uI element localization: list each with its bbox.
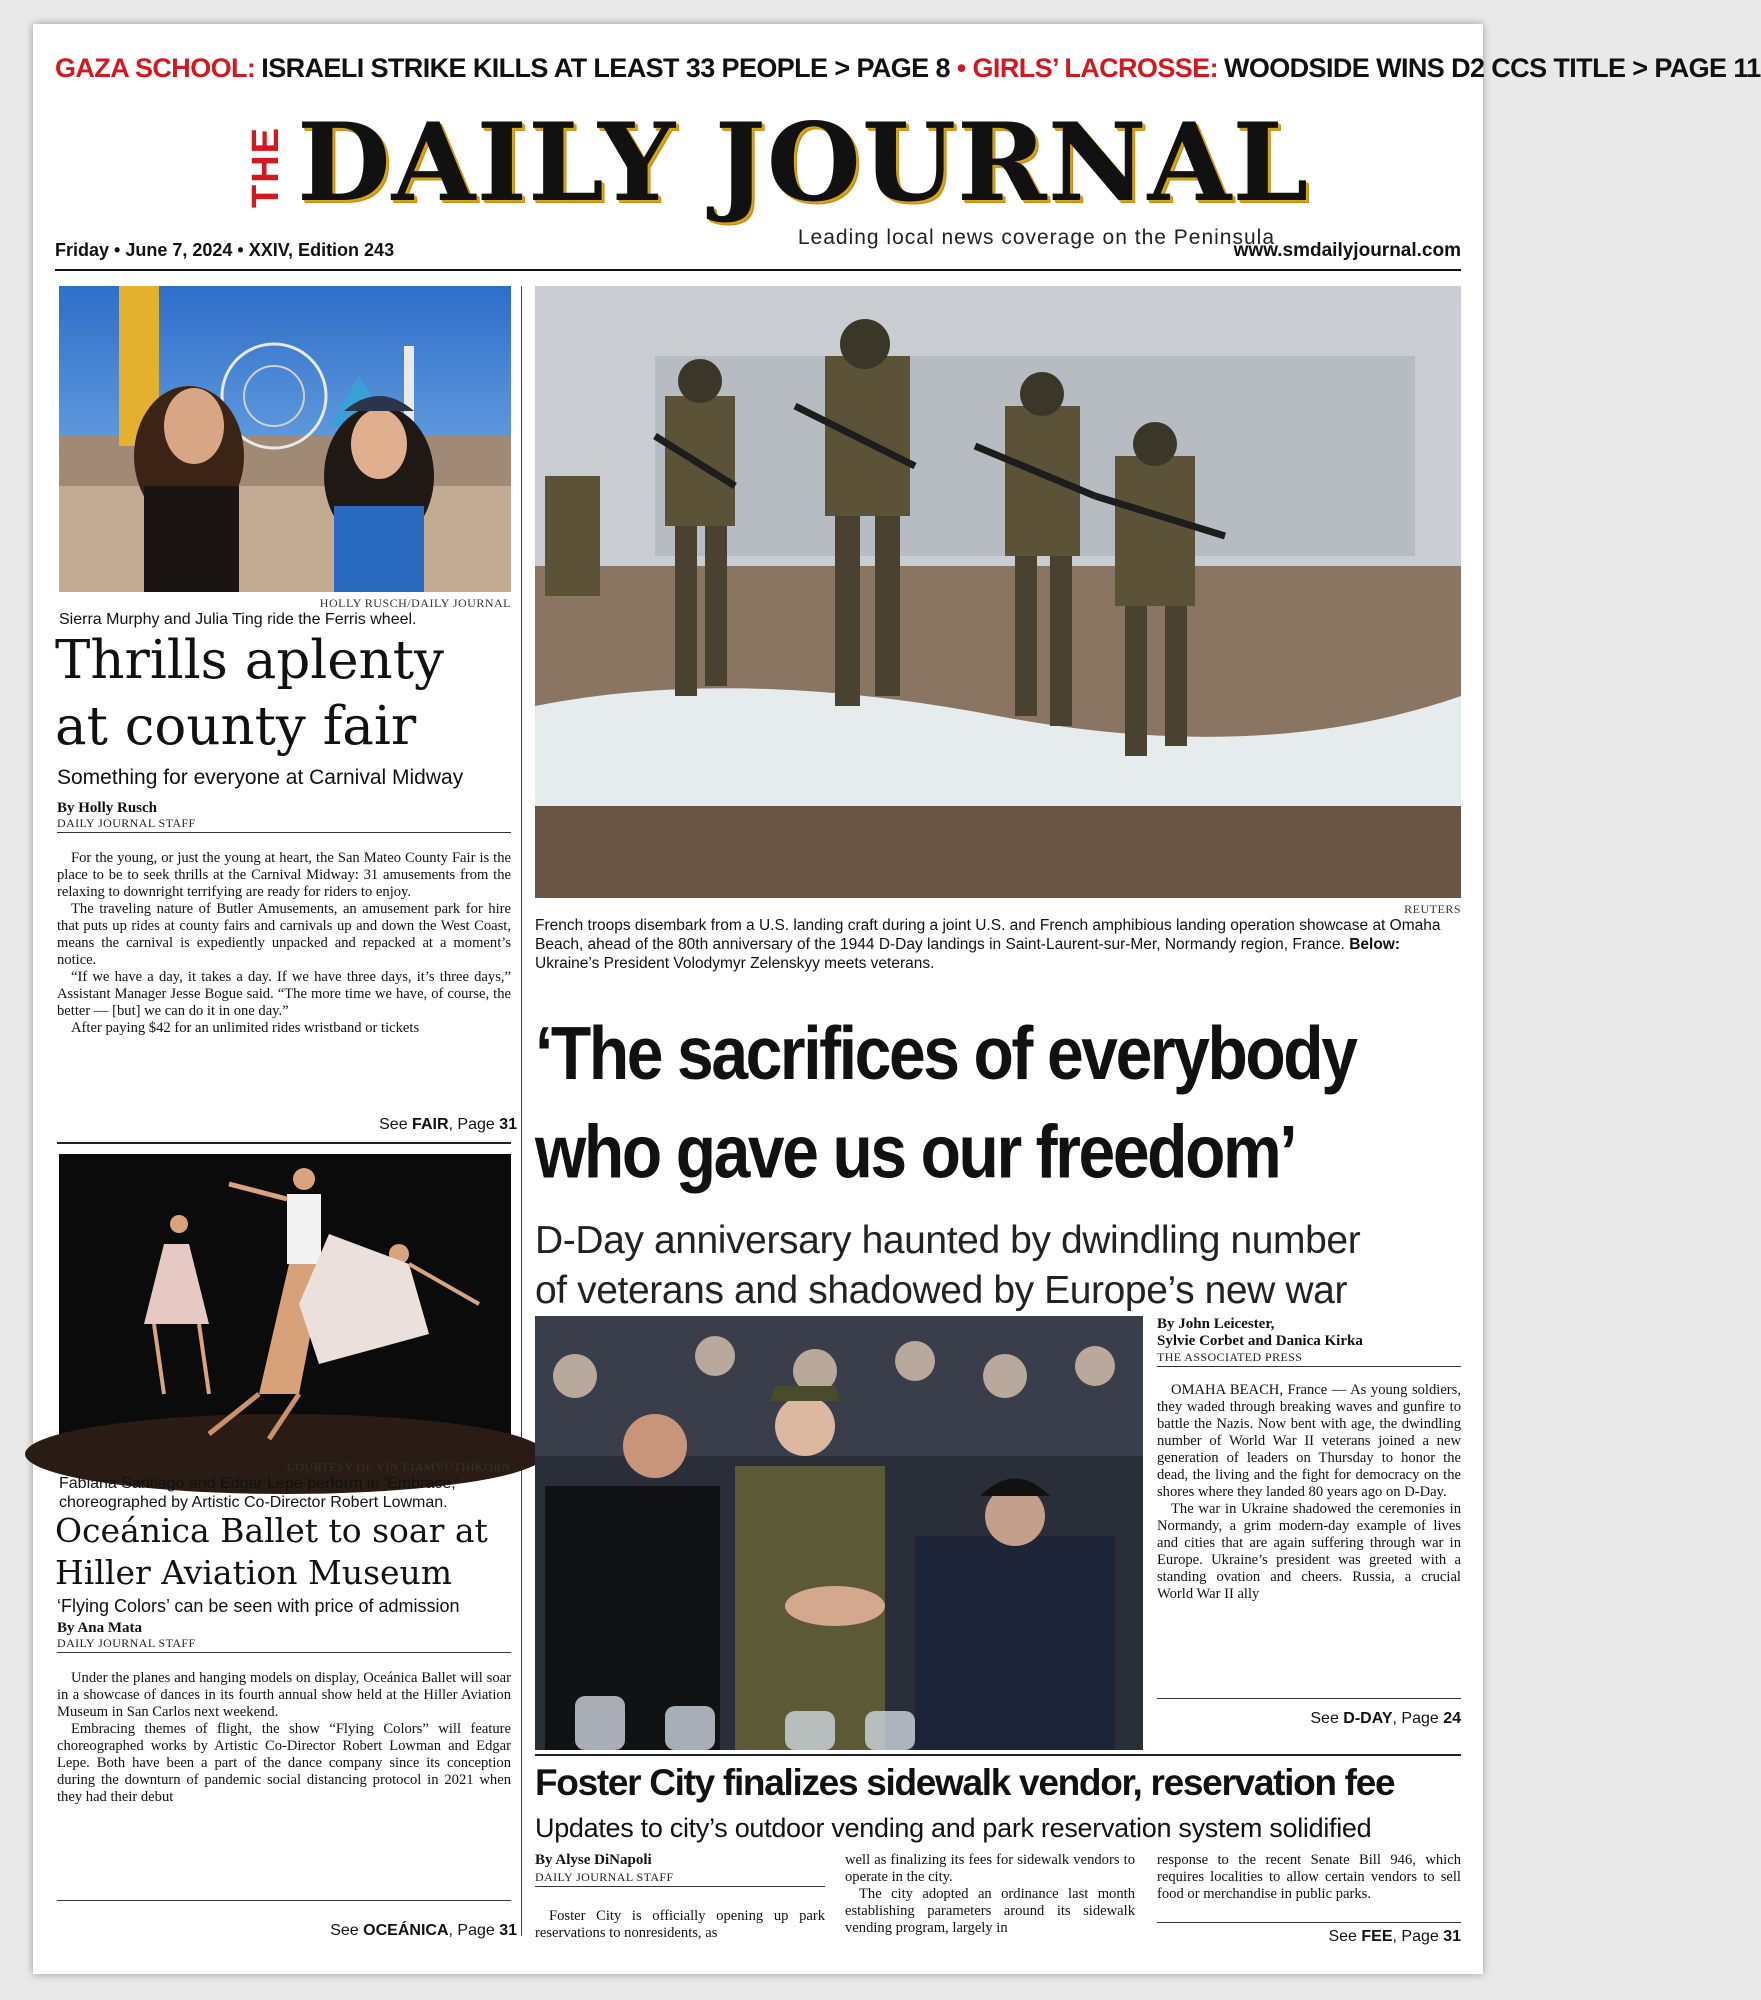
fostercity-byline-rule	[535, 1886, 825, 1887]
fair-photo-credit: HOLLY RUSCH/DAILY JOURNAL	[319, 596, 511, 610]
masthead-tagline: Leading local news coverage on the Peninsula	[797, 226, 1275, 249]
dday-headline[interactable]: ‘The sacrifices of everybody who gave us our freedom’	[535, 1010, 1356, 1194]
fair-headline[interactable]: Thrills aplenty at county fair	[55, 630, 444, 757]
fair-dek: Something for everyone at Carnival Midway	[57, 766, 464, 789]
ballet-dek: ‘Flying Colors’ can be seen with price of admission	[57, 1596, 460, 1616]
fair-jump-link[interactable]: See FAIR, Page 31	[379, 1116, 517, 1133]
ballet-article-body: Under the planes and hanging models on display, Oceánica Ballet will soar in a showcase of dances in its fourth annual show held at the Hiller Aviation Museum in San Carlos next weekend. Embracing themes of flight, the show “Flying Colors” will feature choreographed works by Artistic Co-Director Robert Lowman and Edgar Lepe. Both have been a part of the dance company since its conception during the downturn of pandemic social distancing protocol in 2021 when they had their debut	[57, 1670, 511, 1805]
fair-article-body: For the young, or just the young at heart, the San Mateo County Fair is the place to be to seek thrills at the Carnival Midway: 31 amusements from the relaxing to downright terrifying are ready for riders to enjoy. The traveling nature of Butler Amusements, an amusement park for hire that puts up rides at county fairs and carnivals up and down the West Coast, means the carnival is expediently unpacked and repacked at a moment’s notice. “If we have a day, it takes a day. If we have three days, it’s three days,” Assistant Manager Jesse Bogue said. “The more time we have, of course, the better — [but] we can do it in one day.” After paying $42 for an unlimited rides wristband or tickets	[57, 850, 511, 1036]
fostercity-dek: Updates to city’s outdoor vending and park reservation system solidified	[535, 1813, 1372, 1843]
ballet-photo-credit: COURTESY OF VIN EIAMVUTHIKORN	[286, 1460, 511, 1474]
ballet-byline: By Ana Mata	[57, 1620, 143, 1636]
dday-byline-rule	[1157, 1366, 1461, 1367]
ballet-staff-credit: DAILY JOURNAL STAFF	[57, 1636, 196, 1650]
column-divider	[521, 286, 522, 1936]
top-teaser-bar	[55, 46, 1761, 90]
fostercity-jump-link[interactable]: See FEE, Page 31	[1328, 1928, 1461, 1945]
fostercity-column-3: response to the recent Senate Bill 946, which requires localities to allow certain vendors to sell food or merchandise in public parks.	[1157, 1852, 1461, 1902]
masthead-the: THE	[245, 126, 287, 208]
ballet-photo-caption: Fabiana Santiago and Edgar Lepe perform in ‘Embrace,’ choreographed by Artistic Co-Director Robert Lowman.	[59, 1475, 459, 1511]
dday-photo-caption: French troops disembark from a U.S. landing craft during a joint U.S. and French amphibious landing operation showcase at Omaha Beach, ahead of the 80th anniversary of the 1944 D-Day landings in Saint-Laurent-sur-Mer, Normandy region, France. Below: Ukraine’s President Volodymyr Zelenskyy meets veterans.	[535, 917, 1441, 972]
dday-bottom-rule	[535, 1754, 1461, 1756]
fostercity-column-1: Foster City is officially opening up park reservations to nonresidents, as	[535, 1908, 825, 1941]
fostercity-column-2: well as finalizing its fees for sidewalk vendors to operate in the city. The city adopted an ordinance last month establishing parameters around its sidewalk vending program, largely in	[845, 1852, 1135, 1936]
masthead-logo: DAILY JOURNAL	[297, 100, 1310, 226]
teaser-gaza-label[interactable]: GAZA SCHOOL:	[55, 52, 256, 83]
dday-dek: D-Day anniversary haunted by dwindling number of veterans and shadowed by Europe’s new war	[535, 1219, 1361, 1312]
dateline: Friday • June 7, 2024 • XXIV, Edition 243	[55, 240, 395, 260]
fair-end-rule	[57, 1142, 511, 1144]
dday-byline: By John Leicester, Sylvie Corbet and Danica Kirka	[1157, 1316, 1363, 1349]
ballet-headline[interactable]: Oceánica Ballet to soar at Hiller Aviation Museum	[55, 1511, 488, 1592]
newspaper-front-page	[33, 24, 1761, 1974]
fair-photo-caption: Sierra Murphy and Julia Ting ride the Ferris wheel.	[59, 611, 417, 628]
teaser-lacrosse-label[interactable]: GIRLS’ LACROSSE:	[972, 52, 1218, 83]
dday-staff-credit: THE ASSOCIATED PRESS	[1157, 1350, 1303, 1364]
dday-end-rule	[1157, 1698, 1461, 1699]
ballet-end-rule	[57, 1900, 511, 1901]
ballet-jump-link[interactable]: See OCEÁNICA, Page 31	[330, 1922, 517, 1939]
fair-byline: By Holly Rusch	[57, 800, 158, 816]
masthead-rule	[55, 269, 1461, 271]
masthead	[245, 96, 1310, 261]
fostercity-byline: By Alyse DiNapoli	[535, 1852, 652, 1868]
ballet-photo[interactable]	[59, 1154, 511, 1456]
zelenskyy-veterans-photo[interactable]	[535, 1316, 1143, 1750]
fair-photo[interactable]	[59, 286, 511, 592]
dday-troops-photo[interactable]	[535, 286, 1461, 898]
fostercity-end-rule	[1157, 1922, 1461, 1923]
teaser-separator: •	[949, 52, 973, 83]
fair-byline-rule	[57, 832, 511, 833]
teaser-gaza-text[interactable]: ISRAELI STRIKE KILLS AT LEAST 33 PEOPLE > PAGE 8	[261, 52, 950, 83]
dday-article-body: OMAHA BEACH, France — As young soldiers, they waded through breaking waves and gunfire to battle the Nazis. Now bent with age, the dwindling number of World War II veterans joined a new generation of leaders on Thursday to honor the dead, the living and the fight for democracy on the shores where they landed 80 years ago on D-Day. The war in Ukraine shadowed the ceremonies in Normandy, a grim modern-day example of lives and cities that are again suffering through war in Europe. Ukraine’s president was greeted with a standing ovation and cheers. Russia, a crucial World War II ally	[1157, 1382, 1461, 1602]
website-link[interactable]: www.smdailyjournal.com	[1233, 240, 1461, 261]
teaser-lacrosse-text[interactable]: WOODSIDE WINS D2 CCS TITLE > PAGE 11	[1223, 52, 1761, 83]
fostercity-staff-credit: DAILY JOURNAL STAFF	[535, 1870, 674, 1884]
ballet-byline-rule	[57, 1652, 511, 1653]
fair-staff-credit: DAILY JOURNAL STAFF	[57, 816, 196, 830]
dday-jump-link[interactable]: See D-DAY, Page 24	[1310, 1710, 1461, 1727]
fostercity-headline[interactable]: Foster City finalizes sidewalk vendor, reservation fee	[535, 1762, 1395, 1803]
dday-photo-credit: REUTERS	[1404, 902, 1461, 916]
